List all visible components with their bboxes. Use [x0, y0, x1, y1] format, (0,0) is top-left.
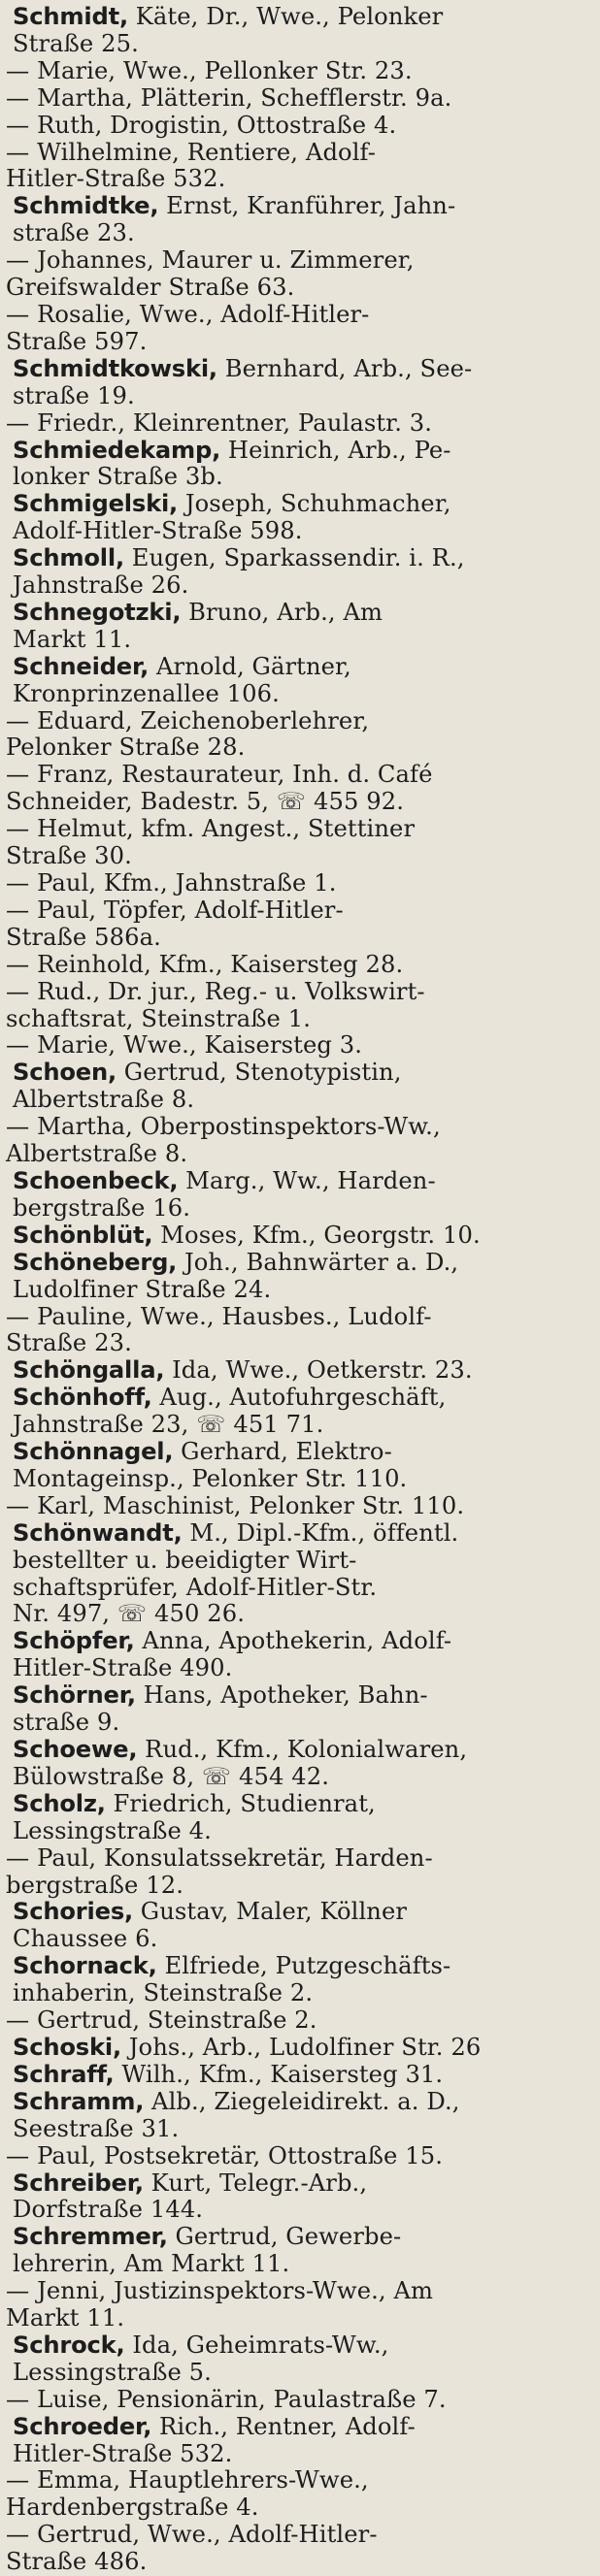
entry-text: Rich., Rentner, Adolf- [151, 2412, 416, 2440]
directory-entry [6, 247, 596, 302]
entry-continuation: Jahnstraße 26. [13, 571, 189, 600]
entry-surname: Schroeder, [13, 2412, 152, 2440]
entry-text: Ruth, Drogistin, Ottostraße 4. [29, 111, 397, 139]
entry-text: Heinrich, Arb., Pe- [220, 436, 451, 464]
directory-entry [6, 1845, 596, 1900]
entry-text: Bernhard, Arb., See- [217, 354, 473, 382]
directory-entry [6, 2007, 596, 2035]
entry-text: Arnold, Gärtner, [149, 652, 351, 680]
entry-surname: Schönblüt, [13, 1221, 153, 1249]
entry-surname: Schmidtkowski, [13, 354, 217, 382]
entry-text: Hans, Apotheker, Bahn- [135, 1681, 428, 1710]
directory-entry [6, 2089, 596, 2143]
entry-text: Käte, Dr., Wwe., Pelonker [127, 3, 444, 30]
entry-dash: — [6, 977, 30, 1005]
entry-continuation: Markt 11. [13, 625, 132, 653]
directory-entry [6, 1439, 596, 1493]
entry-text: Paul, Töpfer, Adolf-Hitler- [29, 896, 344, 924]
entry-continuation: Bülowstraße 8, ☏ 454 42. [13, 1762, 330, 1790]
directory-entry [6, 870, 596, 897]
entry-continuation: Kronprinzenallee 106. [13, 679, 280, 707]
entry-continuation: Hitler-Straße 532. [6, 165, 226, 193]
directory-entry [6, 897, 596, 952]
entry-text: Marie, Wwe., Kaisersteg 3. [29, 1031, 363, 1060]
entry-text: Helmut, kfm. Angest., Stettiner [29, 815, 416, 843]
directory-entry [6, 356, 596, 410]
entry-text: Gertrud, Gewerbe- [167, 2223, 402, 2251]
entry-continuation: Greifswalder Straße 63. [6, 274, 295, 302]
entry-continuation: Seestraße 31. [13, 2114, 180, 2142]
entry-surname: Schremmer, [13, 2223, 168, 2251]
entry-surname: Schramm, [13, 2087, 145, 2115]
entry-text: Rud., Kfm., Kolonialwaren, [137, 1736, 468, 1763]
entry-continuation: Ludolfiner Straße 24. [13, 1275, 272, 1303]
directory-entry [6, 1060, 596, 1114]
entry-dash: — [6, 56, 30, 84]
entry-text: Joh., Bahnwärter a. D., [177, 1248, 459, 1276]
directory-entry [6, 1385, 596, 1439]
entry-text: Eugen, Sparkassendir. i. R., [123, 544, 465, 572]
directory-entry [6, 1791, 596, 1845]
entry-surname: Schoen, [13, 1059, 117, 1087]
directory-entry [6, 1899, 596, 1953]
entry-continuation: bergstraße 12. [6, 1871, 183, 1899]
entry-dash: — [6, 2006, 30, 2035]
entry-continuation: Albertstraße 8. [6, 1140, 188, 1168]
directory-entry [6, 438, 596, 492]
directory-entry [6, 2522, 596, 2576]
entry-continuation: bestellter u. beeidigter Wirt- [13, 1546, 357, 1574]
directory-entry [6, 2414, 596, 2468]
entry-continuation: straße 9. [13, 1709, 120, 1737]
entry-dash: — [6, 1113, 30, 1141]
entry-continuation: Schneider, Badestr. 5, ☏ 455 92. [6, 788, 405, 816]
entry-continuation: bergstraße 16. [13, 1193, 190, 1222]
directory-entry [6, 302, 596, 356]
directory-entry [6, 2467, 596, 2522]
directory-entry [6, 545, 596, 600]
directory-entry [6, 2035, 596, 2062]
entry-surname: Schoski, [13, 2033, 121, 2061]
entry-text: Eduard, Zeichenoberlehrer, [29, 706, 370, 734]
entry-surname: Schmiedekamp, [13, 436, 221, 464]
entry-continuation: straße 19. [13, 381, 135, 409]
entry-text: Ida, Geheimrats-Ww., [124, 2331, 389, 2359]
directory-entry [6, 2143, 596, 2170]
directory-entry [6, 979, 596, 1033]
entry-dash: — [6, 138, 30, 166]
entry-continuation: Markt 11. [6, 2304, 125, 2332]
directory-entry [6, 140, 596, 194]
entry-continuation: Pelonker Straße 28. [6, 734, 246, 762]
entry-dash: — [6, 111, 30, 139]
directory-entry [6, 1114, 596, 1168]
entry-dash: — [6, 83, 30, 112]
entry-text: Marg., Ww., Harden- [178, 1166, 436, 1194]
entry-surname: Schoenbeck, [13, 1166, 179, 1194]
directory-entry [6, 2278, 596, 2332]
entry-continuation: Hardenbergstraße 4. [6, 2494, 259, 2522]
entry-text: Emma, Hauptlehrers-Wwe., [29, 2466, 369, 2494]
directory-entry [6, 2224, 596, 2278]
entry-text: Kurt, Telegr.-Arb., [143, 2168, 368, 2197]
directory-entry [6, 2062, 596, 2089]
entry-dash: — [6, 408, 30, 437]
entry-surname: Schrock, [13, 2331, 125, 2359]
entry-continuation: Nr. 497, ☏ 450 26. [13, 1600, 246, 1628]
entry-continuation: Hitler-Straße 532. [13, 2439, 233, 2467]
entry-surname: Scholz, [13, 1789, 106, 1817]
entry-surname: Schöpfer, [13, 1627, 135, 1655]
directory-entry [6, 85, 596, 113]
entry-text: Gertrud, Steinstraße 2. [29, 2006, 317, 2035]
directory-entry [6, 1304, 596, 1358]
entry-surname: Schöngalla, [13, 1356, 165, 1385]
entry-dash: — [6, 2141, 30, 2169]
entry-dash: — [6, 869, 30, 897]
directory-entry [6, 1357, 596, 1385]
entry-text: Luise, Pensionärin, Paulastraße 7. [29, 2385, 447, 2413]
entry-text: Paul, Konsulatssekretär, Harden- [29, 1843, 433, 1872]
entry-text: Friedr., Kleinrentner, Paulastr. 3. [29, 408, 433, 437]
entry-continuation: Montageinsp., Pelonker Str. 110. [13, 1464, 408, 1492]
entry-text: Bruno, Arb., Am [181, 598, 383, 626]
directory-entry [6, 2387, 596, 2414]
entry-continuation: inhaberin, Steinstraße 2. [13, 1979, 314, 2007]
entry-continuation: Lessingstraße 4. [13, 1816, 212, 1844]
directory-entry [6, 4, 596, 58]
entry-text: Gertrud, Wwe., Adolf-Hitler- [29, 2521, 378, 2549]
entry-continuation: schaftsprüfer, Adolf-Hitler-Str. [13, 1573, 378, 1601]
directory-entry [6, 410, 596, 438]
entry-text: Wilhelmine, Rentiere, Adolf- [29, 138, 376, 166]
directory-entry [6, 1953, 596, 2007]
entry-text: Jenni, Justizinspektors-Wwe., Am [29, 2277, 434, 2305]
entry-dash: — [6, 300, 30, 328]
entry-surname: Schneider, [13, 652, 150, 680]
entry-continuation: Adolf-Hitler-Straße 598. [13, 517, 303, 545]
entry-text: Aug., Autofuhrgeschäft, [151, 1384, 447, 1412]
entry-continuation: Chaussee 6. [13, 1925, 158, 1953]
entry-surname: Schönwandt, [13, 1518, 183, 1547]
entry-dash: — [6, 246, 30, 275]
entry-text: Gerhard, Elektro- [173, 1438, 392, 1466]
entry-text: Ida, Wwe., Oetkerstr. 23. [164, 1356, 473, 1385]
entry-text: Anna, Apothekerin, Adolf- [134, 1627, 452, 1655]
directory-entry [6, 491, 596, 545]
entry-continuation: Dorfstraße 144. [13, 2196, 204, 2224]
entry-text: Paul, Kfm., Jahnstraße 1. [29, 869, 337, 897]
entry-surname: Schönhoff, [13, 1384, 152, 1412]
directory-entry [6, 58, 596, 85]
entry-continuation: Jahnstraße 23, ☏ 451 71. [13, 1411, 324, 1439]
entry-text: Friedrich, Studienrat, [105, 1789, 376, 1817]
directory-entry [6, 113, 596, 140]
directory-entry [6, 1520, 596, 1629]
entry-surname: Schönnagel, [13, 1438, 174, 1466]
entry-text: Martha, Plätterin, Schefflerstr. 9a. [29, 83, 452, 112]
entry-text: Wilh., Kfm., Kaisersteg 31. [114, 2060, 444, 2088]
entry-text: Alb., Ziegeleidirekt. a. D., [144, 2087, 460, 2115]
entry-surname: Schmigelski, [13, 490, 179, 518]
entry-dash: — [6, 815, 30, 843]
entry-dash: — [6, 1491, 30, 1519]
directory-entry [6, 193, 596, 247]
entry-surname: Schmidtke, [13, 192, 159, 220]
entry-text: Gertrud, Stenotypistin, [117, 1059, 402, 1087]
entry-text: Elfriede, Putzgeschäfts- [156, 1952, 451, 1980]
entry-continuation: Straße 586a. [6, 923, 161, 951]
entry-text: Karl, Maschinist, Pelonker Str. 110. [29, 1491, 465, 1519]
entry-text: M., Dipl.-Kfm., öffentl. [182, 1518, 459, 1547]
entry-continuation: Albertstraße 8. [13, 1086, 195, 1114]
entry-continuation: Hitler-Straße 490. [13, 1654, 233, 1682]
entry-dash: — [6, 2521, 30, 2549]
entry-dash: — [6, 2277, 30, 2305]
entry-surname: Schöneberg, [13, 1248, 178, 1276]
entry-dash: — [6, 2466, 30, 2494]
entry-dash: — [6, 2385, 30, 2413]
entry-text: Ernst, Kranführer, Jahn- [158, 192, 456, 220]
entry-text: Joseph, Schuhmacher, [178, 490, 451, 518]
directory-entry [6, 1223, 596, 1250]
directory-entry [6, 1682, 596, 1737]
directory-entry [6, 1628, 596, 1682]
entry-surname: Schnegotzki, [13, 598, 182, 626]
entry-text: Gustav, Maler, Köllner [133, 1898, 408, 1926]
directory-entry [6, 816, 596, 870]
entry-dash: — [6, 896, 30, 924]
entry-text: Johs., Arb., Ludolfiner Str. 26 [120, 2033, 482, 2061]
entry-continuation: Straße 23. [6, 1329, 132, 1357]
entry-surname: Schmoll, [13, 544, 124, 572]
entry-dash: — [6, 1302, 30, 1330]
entry-text: Paul, Postsekretär, Ottostraße 15. [29, 2141, 444, 2169]
directory-entry [6, 2332, 596, 2387]
directory-entry [6, 600, 596, 654]
entry-continuation: Straße 25. [13, 29, 139, 57]
entry-surname: Schmidt, [13, 3, 128, 30]
entry-continuation: lehrerin, Am Markt 11. [13, 2250, 290, 2278]
entry-text: Moses, Kfm., Georgstr. 10. [152, 1221, 481, 1249]
entry-text: Marie, Wwe., Pellonker Str. 23. [29, 56, 413, 84]
directory-entry [6, 1032, 596, 1060]
entry-dash: — [6, 1031, 30, 1060]
directory-entry [6, 1168, 596, 1223]
directory-entry [6, 2170, 596, 2225]
entry-continuation: Straße 30. [6, 842, 132, 870]
entry-text: Johannes, Maurer u. Zimmerer, [29, 246, 415, 275]
entry-surname: Schraff, [13, 2060, 115, 2088]
entry-surname: Schoewe, [13, 1736, 138, 1763]
entry-continuation: lonker Straße 3b. [13, 463, 223, 491]
entry-surname: Schornack, [13, 1952, 157, 1980]
entry-text: Rud., Dr. jur., Reg.- u. Volkswirt- [29, 977, 425, 1005]
entry-surname: Schreiber, [13, 2168, 144, 2197]
entry-continuation: straße 23. [13, 219, 135, 247]
entry-dash: — [6, 706, 30, 734]
entry-text: Rosalie, Wwe., Adolf-Hitler- [29, 300, 370, 328]
directory-entry [6, 1737, 596, 1791]
directory-entry [6, 654, 596, 708]
entry-continuation: Straße 597. [6, 327, 148, 355]
entry-continuation: schaftsrat, Steinstraße 1. [6, 1004, 311, 1032]
entry-surname: Schories, [13, 1898, 134, 1926]
entry-dash: — [6, 950, 30, 978]
directory-entry [6, 952, 596, 979]
entry-surname: Schörner, [13, 1681, 136, 1710]
directory-entry [6, 762, 596, 816]
entry-text: Martha, Oberpostinspektors-Ww., [29, 1113, 441, 1141]
entry-dash: — [6, 761, 30, 789]
directory-entry [6, 1250, 596, 1304]
entry-continuation: Straße 486. [6, 2548, 148, 2576]
entry-text: Pauline, Wwe., Hausbes., Ludolf- [29, 1302, 432, 1330]
entry-dash: — [6, 1843, 30, 1872]
entry-continuation: Lessingstraße 5. [13, 2358, 212, 2386]
directory-entry [6, 708, 596, 763]
entry-text: Reinhold, Kfm., Kaisersteg 28. [29, 950, 404, 978]
directory-entry [6, 1493, 596, 1520]
entry-text: Franz, Restaurateur, Inh. d. Café [29, 761, 433, 789]
